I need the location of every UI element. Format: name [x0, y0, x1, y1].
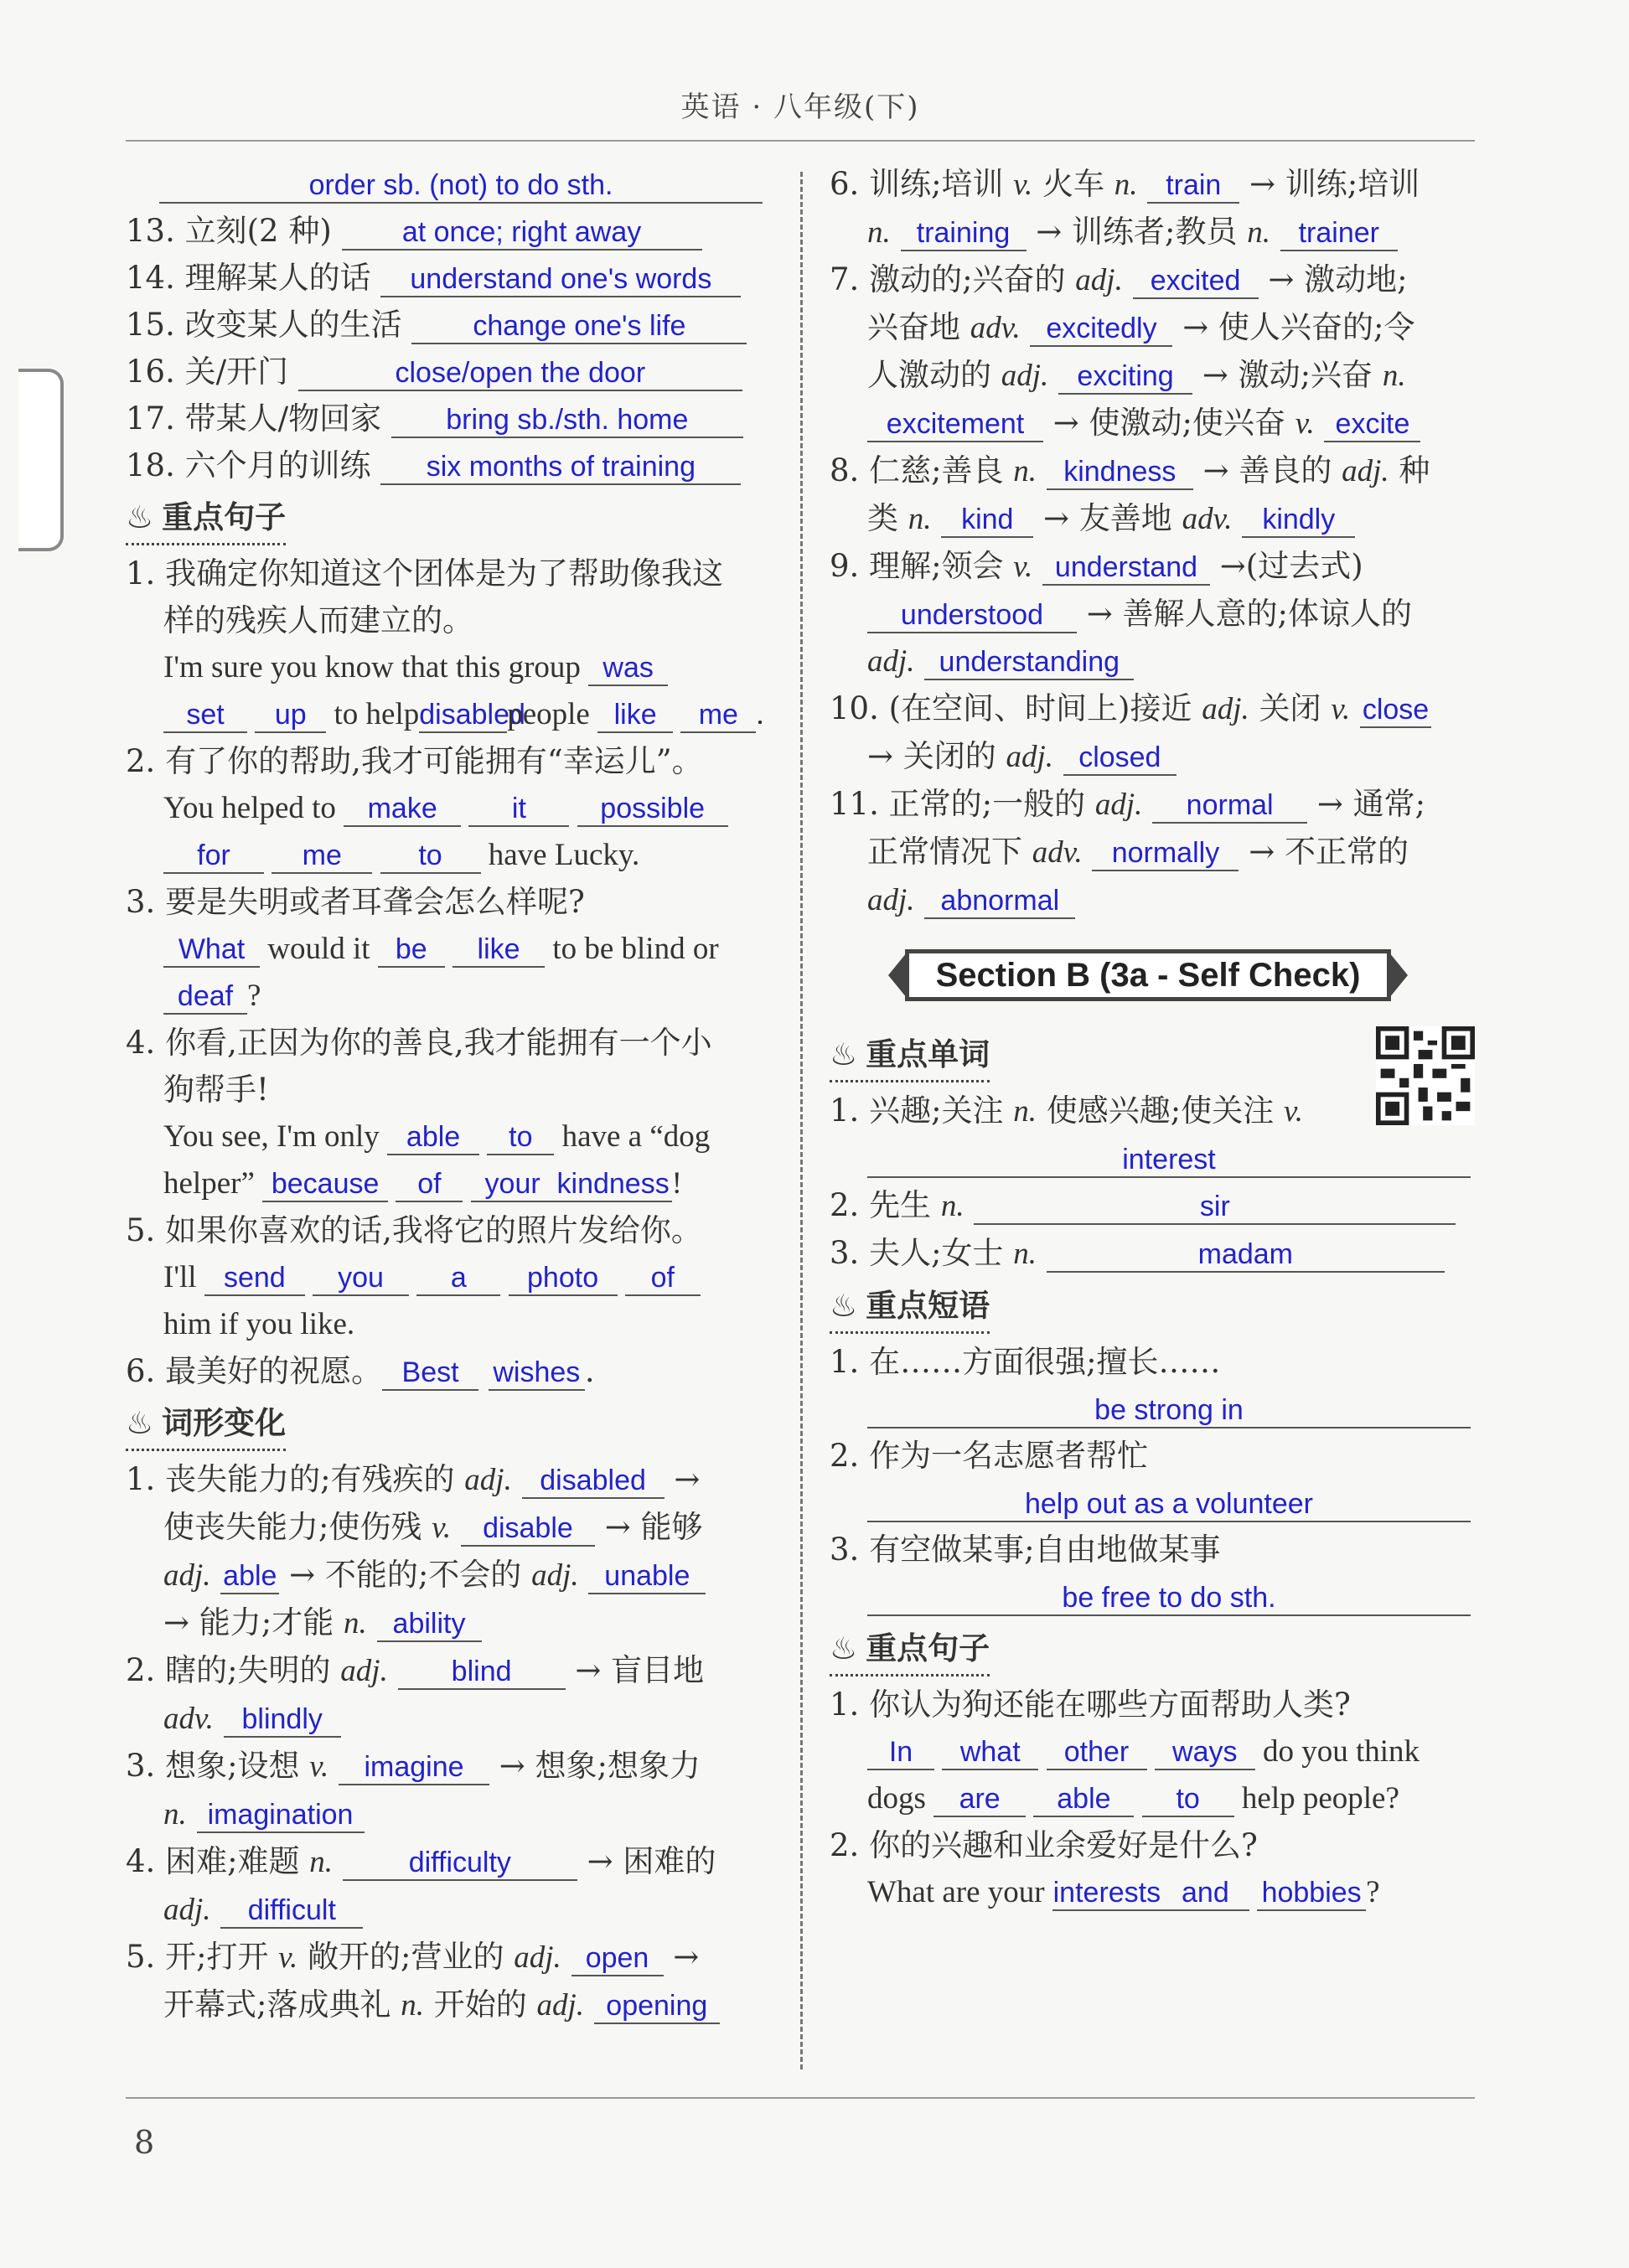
answer-blank: like	[597, 698, 673, 733]
section-heading: ♨ 重点短语	[830, 1283, 990, 1334]
section-heading: ♨ 重点句子	[830, 1625, 990, 1676]
answer-blank: interests	[1052, 1876, 1161, 1911]
left-column: order sb. (not) to do sth. 13. 立刻(2 种) at once; right away 14. 理解某人的话 understand one's words 15. 改变某人的生活 change one's life 16. 关/开门 close/open the door 17. 带某人/物回家 bring sb./sth. home 18. 六个月的训练 six months of training ♨ 重点句子 1. 我确定你知道这个团体是为了帮助像我这 样的残疾人而建立的。 I'm sure you know that this group was set up to helpdisabledpeople like me . 2. 有了你的帮助,我才可能拥有“幸运儿”。 You helped to make it possible for me to have Lucky. 3. 要是失明或者耳聋会怎么样呢? What would it be like to be blind or deaf ? 4. 你看,正因为你的善良,我才能拥有一个小 狗帮手! You see, I'm only able to have a “dog helper” because of your kindness! 5. 如果你喜欢的话,我将它的照片发给你。 I'll send you a photo of him if you like. 6. 最美好的祝愿。 Best wishes . ♨ 词形变化 1. 丧失能力的;有残疾的 adj. disabled → 使丧失能力;使伤残 v. disable → 能够 adj. able → 不能的;不会的 adj. unable → 能力;才能 n. ability 2. 瞎的;失明的 adj. blind → 盲目地 adv. blindly 3. 想象;设想 v. imagine → 想象;想象力 n. imagination 4. 困难;难题 n. difficulty → 困难的 adj. difficult 5. 开;打开 v. 敞开的;营业的 adj. open → 开幕式;落成典礼 n. 开始的 adj. opening	[126, 169, 764, 2023]
side-tab	[18, 369, 64, 551]
answer-blank: imagine	[339, 1750, 489, 1785]
answer-blank: normal	[1152, 788, 1307, 824]
sentence-zh: 4. 你看,正因为你的善良,我才能拥有一个小	[126, 1025, 712, 1061]
answer-blank: hobbies	[1257, 1876, 1366, 1911]
answer-blank: understanding	[924, 645, 1134, 680]
answer-blank: for	[163, 839, 264, 874]
answer-blank: to	[380, 839, 481, 874]
answer-blank: madam	[1047, 1237, 1445, 1273]
answer-blank: able	[220, 1559, 279, 1594]
answer-blank: disabled	[522, 1464, 665, 1499]
sentence-zh: 2. 有了你的帮助,我才可能拥有“幸运儿”。	[126, 743, 703, 779]
answer-blank: able	[1033, 1782, 1134, 1817]
answer-blank: up	[255, 698, 326, 733]
answer-blank: photo	[509, 1261, 618, 1296]
answer-blank: it	[468, 792, 569, 827]
answer-blank: order sb. (not) to do sth.	[159, 168, 763, 204]
answer-blank: me	[272, 839, 372, 874]
footer-rule	[126, 2097, 1475, 2099]
answer-blank: because	[262, 1167, 388, 1202]
sentence-zh: 1. 我确定你知道这个团体是为了帮助像我这	[126, 555, 724, 592]
sentence-en: I'm sure you know that this group	[163, 650, 581, 685]
answer-blank: be	[378, 933, 445, 968]
answer-blank: possible	[577, 792, 728, 827]
answer-blank: abnormal	[924, 884, 1075, 919]
sentence-zh: 1. 你认为狗还能在哪些方面帮助人类?	[830, 1687, 1351, 1723]
steam-icon: ♨	[126, 499, 154, 535]
answer-blank: unable	[588, 1559, 706, 1594]
answer-blank: Best	[382, 1356, 478, 1391]
answer-blank: excited	[1133, 264, 1259, 299]
steam-icon: ♨	[830, 1036, 858, 1072]
steam-icon: ♨	[830, 1630, 858, 1666]
answer-blank: of	[625, 1261, 701, 1296]
item-label: 13. 立刻(2 种)	[126, 213, 332, 249]
answer-blank: excite	[1324, 407, 1420, 442]
answer-blank: In	[867, 1735, 934, 1770]
answer-blank: normally	[1092, 836, 1239, 871]
answer-blank: at once; right away	[342, 215, 702, 251]
sentence-zh: 2. 你的兴趣和业余爱好是什么?	[830, 1827, 1258, 1863]
answer-blank: wishes	[489, 1356, 585, 1391]
answer-blank: excitement	[867, 407, 1043, 442]
answer-blank: was	[588, 651, 668, 686]
answer-blank: deaf	[163, 979, 247, 1015]
answer-blank: to	[1142, 1782, 1234, 1817]
answer-blank: able	[387, 1120, 479, 1155]
answer-blank: understand	[1042, 550, 1210, 586]
steam-icon: ♨	[830, 1288, 858, 1324]
answer-blank: set	[163, 698, 247, 733]
answer-blank: what	[942, 1735, 1038, 1770]
answer-blank: difficulty	[343, 1846, 577, 1881]
answer-blank: closed	[1063, 741, 1176, 776]
answer-blank: and	[1161, 1876, 1249, 1911]
answer-blank: understand one's words	[380, 262, 741, 297]
answer-blank: of	[396, 1167, 463, 1202]
answer-blank: like	[452, 933, 545, 968]
answer-blank: make	[344, 792, 461, 827]
answer-blank: help out as a volunteer	[867, 1487, 1471, 1522]
page-number: 8	[134, 2124, 155, 2161]
column-divider	[800, 172, 803, 2069]
answer-blank: your	[471, 1167, 555, 1202]
answer-blank: to	[487, 1120, 554, 1155]
sentence-zh: 3. 要是失明或者耳聋会怎么样呢?	[126, 884, 585, 920]
sentence-zh: 5. 如果你喜欢的话,我将它的照片发给你。	[126, 1212, 702, 1248]
answer-blank: trainer	[1280, 216, 1398, 251]
answer-blank: a	[416, 1261, 500, 1296]
answer-blank: What	[163, 933, 260, 968]
sentence-zh: 样的残疾人而建立的。	[163, 602, 473, 638]
right-column: 6. 训练;培训 v. 火车 n. train → 训练;培训 n. training → 训练者;教员 n. trainer 7. 激动的;兴奋的 adj. excited → 激动地; 兴奋地 adv. excitedly → 使人兴奋的;令 人激动的 adj. exciting → 激动;兴奋 n. excitement → 使激动;使兴奋 v. excite 8. 仁慈;善良 n. kindness → 善良的 adj. 种 类 n. kind → 友善地 adv. kindly 9. 理解;领会 v. understand →(过去式) understood → 善解人意的;体谅人的 adj. understanding 10. (在空间、时间上)接近 adj. 关闭 v. close → 关闭的 adj. closed 11. 正常的;一般的 adj. normal → 通常; 正常情况下 adv. normally → 不正常的 adj. abnormal Section B (3a - Self Check) ♨ 重点单词 1. 兴趣;关注 n. 使感兴趣;使关注 v. interest 2. 先生 n. sir 3. 夫人;女士 n. madam ♨ 重点短语 1. 在……方面很强;擅长…… be strong in 2. 作为一名志愿者帮忙 help out as a volunteer 3. 有空做某事;自由地做某事 be free to do sth. ♨ 重点句子 1. 你认为狗还能在哪些方面帮助人类? In what other ways do you think dogs are able to help people? 2. 你的兴趣和业余爱好是什么? What are your interests and hobbies ?	[830, 161, 1475, 1916]
answer-blank: understood	[867, 598, 1077, 633]
answer-blank: bring sb./sth. home	[391, 403, 743, 438]
answer-blank: kindly	[1242, 503, 1355, 538]
sentence-zh: 6. 最美好的祝愿。	[126, 1353, 383, 1389]
answer-blank: six months of training	[380, 450, 741, 485]
answer-blank: open	[571, 1941, 664, 1976]
page-header: 英语 · 八年级(下)	[680, 90, 920, 124]
answer-blank: disabled	[419, 698, 507, 733]
item-label: 15. 改变某人的生活	[126, 307, 402, 343]
answer-blank: opening	[594, 1989, 720, 2024]
answer-blank: disable	[461, 1511, 595, 1547]
answer-blank: me	[680, 698, 756, 733]
answer-blank: other	[1047, 1735, 1147, 1770]
answer-blank: you	[313, 1261, 409, 1296]
answer-blank: close/open the door	[298, 356, 742, 391]
section-banner	[888, 946, 1408, 1005]
answer-blank: ability	[377, 1607, 482, 1642]
answer-blank: are	[933, 1782, 1026, 1817]
section-heading: ♨ 词形变化	[126, 1400, 286, 1451]
answer-blank: kind	[941, 503, 1033, 538]
answer-blank: imagination	[197, 1798, 365, 1833]
answer-blank: sir	[974, 1190, 1456, 1225]
answer-blank: ways	[1155, 1735, 1255, 1770]
steam-icon: ♨	[126, 1405, 154, 1441]
answer-blank: kindness	[555, 1167, 672, 1202]
section-heading: ♨ 重点句子	[126, 494, 286, 545]
section-title: Section B (3a - Self Check)	[905, 949, 1391, 1001]
answer-blank: be strong in	[867, 1393, 1471, 1428]
item-label: 16. 关/开门	[126, 354, 289, 390]
answer-blank: training	[901, 216, 1027, 251]
item-label: 14. 理解某人的话	[126, 260, 371, 296]
answer-blank: send	[204, 1261, 305, 1296]
item-label: 18. 六个月的训练	[126, 447, 371, 483]
header-rule	[126, 140, 1475, 142]
answer-blank: exciting	[1058, 359, 1192, 395]
answer-blank: blind	[398, 1655, 566, 1690]
answer-blank: excitedly	[1030, 312, 1172, 347]
answer-blank: interest	[867, 1143, 1471, 1178]
item-label: 17. 带某人/物回家	[126, 400, 382, 437]
answer-blank: be free to do sth.	[867, 1581, 1471, 1616]
answer-blank: difficult	[220, 1893, 363, 1929]
answer-blank: train	[1147, 168, 1239, 204]
answer-blank: change one's life	[411, 309, 747, 344]
answer-blank: close	[1360, 693, 1431, 728]
answer-blank: blindly	[224, 1702, 341, 1738]
answer-blank: kindness	[1047, 455, 1193, 490]
section-heading: ♨ 重点单词	[830, 1031, 990, 1082]
